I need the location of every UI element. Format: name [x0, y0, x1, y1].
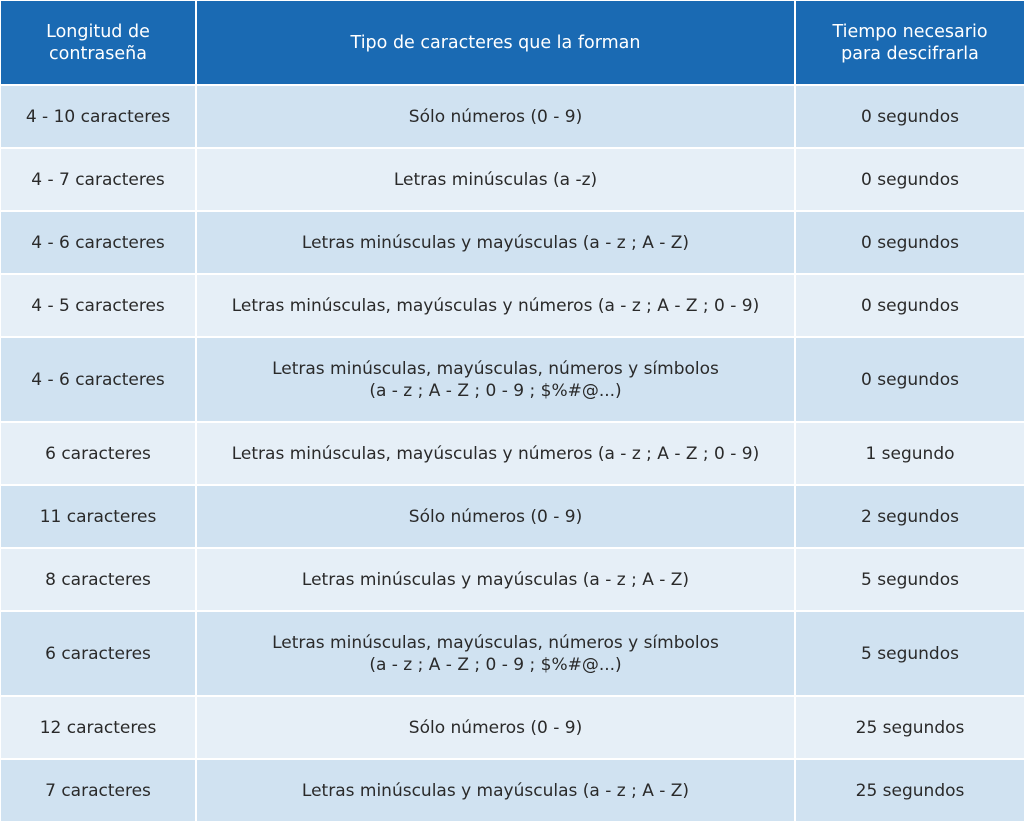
cell-length-text: 7 caracteres	[45, 780, 151, 801]
cell-time-text: 5 segundos	[861, 569, 959, 590]
table-cell-length	[1, 697, 195, 758]
cell-time-text: 1 segundo	[865, 443, 955, 464]
table-cell-type	[197, 275, 794, 336]
table-cell-type	[197, 86, 794, 147]
cell-time-text: 0 segundos	[861, 106, 959, 127]
table-cell-length	[1, 612, 195, 695]
table-cell-time	[796, 275, 1024, 336]
table-cell-type	[197, 612, 794, 695]
table-cell-length	[1, 423, 195, 484]
table-cell-type	[197, 549, 794, 610]
table-cell-time	[796, 486, 1024, 547]
table-cell-length	[1, 760, 195, 821]
cell-type-text: Letras minúsculas, mayúsculas, números y símbolos (a - z ; A - Z ; 0 - 9 ; $%#@...)	[272, 632, 719, 675]
table-cell-type	[197, 149, 794, 210]
header-time	[796, 1, 1024, 84]
header-length-label: Longitud de contraseña	[46, 21, 150, 64]
cell-type-text: Letras minúsculas, mayúsculas y números (a - z ; A - Z ; 0 - 9)	[231, 295, 760, 316]
cell-type-text: Sólo números (0 - 9)	[408, 106, 583, 127]
table-cell-time	[796, 338, 1024, 421]
cell-time-text: 2 segundos	[861, 506, 959, 527]
table-cell-length	[1, 212, 195, 273]
cell-length-text: 11 caracteres	[39, 506, 157, 527]
table-cell-length	[1, 149, 195, 210]
table-cell-time	[796, 549, 1024, 610]
header-length	[1, 1, 195, 84]
header-type-label: Tipo de caracteres que la forman	[350, 32, 641, 53]
table-cell-type	[197, 697, 794, 758]
cell-length-text: 4 - 10 caracteres	[25, 106, 171, 127]
cell-length-text: 4 - 6 caracteres	[31, 232, 165, 253]
cell-length-text: 6 caracteres	[45, 443, 151, 464]
cell-length-text: 4 - 5 caracteres	[31, 295, 165, 316]
cell-type-text: Letras minúsculas y mayúsculas (a - z ; A - Z)	[301, 780, 690, 801]
cell-length-text: 8 caracteres	[45, 569, 151, 590]
header-time-label: Tiempo necesario para descifrarla	[832, 21, 988, 64]
cell-time-text: 5 segundos	[861, 643, 959, 664]
cell-time-text: 25 segundos	[855, 780, 965, 801]
table-cell-type	[197, 212, 794, 273]
cell-type-text: Sólo números (0 - 9)	[408, 506, 583, 527]
cell-type-text: Letras minúsculas, mayúsculas, números y símbolos (a - z ; A - Z ; 0 - 9 ; $%#@...)	[272, 358, 719, 401]
cell-time-text: 0 segundos	[861, 232, 959, 253]
cell-time-text: 0 segundos	[861, 295, 959, 316]
cell-length-text: 12 caracteres	[39, 717, 157, 738]
cell-type-text: Letras minúsculas (a -z)	[393, 169, 598, 190]
table-cell-time	[796, 212, 1024, 273]
cell-time-text: 25 segundos	[855, 717, 965, 738]
table-cell-time	[796, 612, 1024, 695]
table-cell-length	[1, 86, 195, 147]
cell-time-text: 0 segundos	[861, 169, 959, 190]
cell-type-text: Sólo números (0 - 9)	[408, 717, 583, 738]
table-cell-length	[1, 275, 195, 336]
cell-type-text: Letras minúsculas y mayúsculas (a - z ; A - Z)	[301, 569, 690, 590]
table-cell-time	[796, 423, 1024, 484]
table-cell-time	[796, 149, 1024, 210]
cell-length-text: 4 - 7 caracteres	[31, 169, 165, 190]
table-cell-time	[796, 760, 1024, 821]
table-cell-length	[1, 338, 195, 421]
table-cell-type	[197, 338, 794, 421]
header-type	[197, 1, 794, 84]
table-cell-length	[1, 549, 195, 610]
table-cell-time	[796, 697, 1024, 758]
cell-length-text: 4 - 6 caracteres	[31, 369, 165, 390]
cell-length-text: 6 caracteres	[45, 643, 151, 664]
table-cell-time	[796, 86, 1024, 147]
table-cell-type	[197, 486, 794, 547]
cell-time-text: 0 segundos	[861, 369, 959, 390]
table-cell-type	[197, 423, 794, 484]
cell-type-text: Letras minúsculas, mayúsculas y números (a - z ; A - Z ; 0 - 9)	[231, 443, 760, 464]
table-cell-type	[197, 760, 794, 821]
cell-type-text: Letras minúsculas y mayúsculas (a - z ; A - Z)	[301, 232, 690, 253]
table-cell-length	[1, 486, 195, 547]
